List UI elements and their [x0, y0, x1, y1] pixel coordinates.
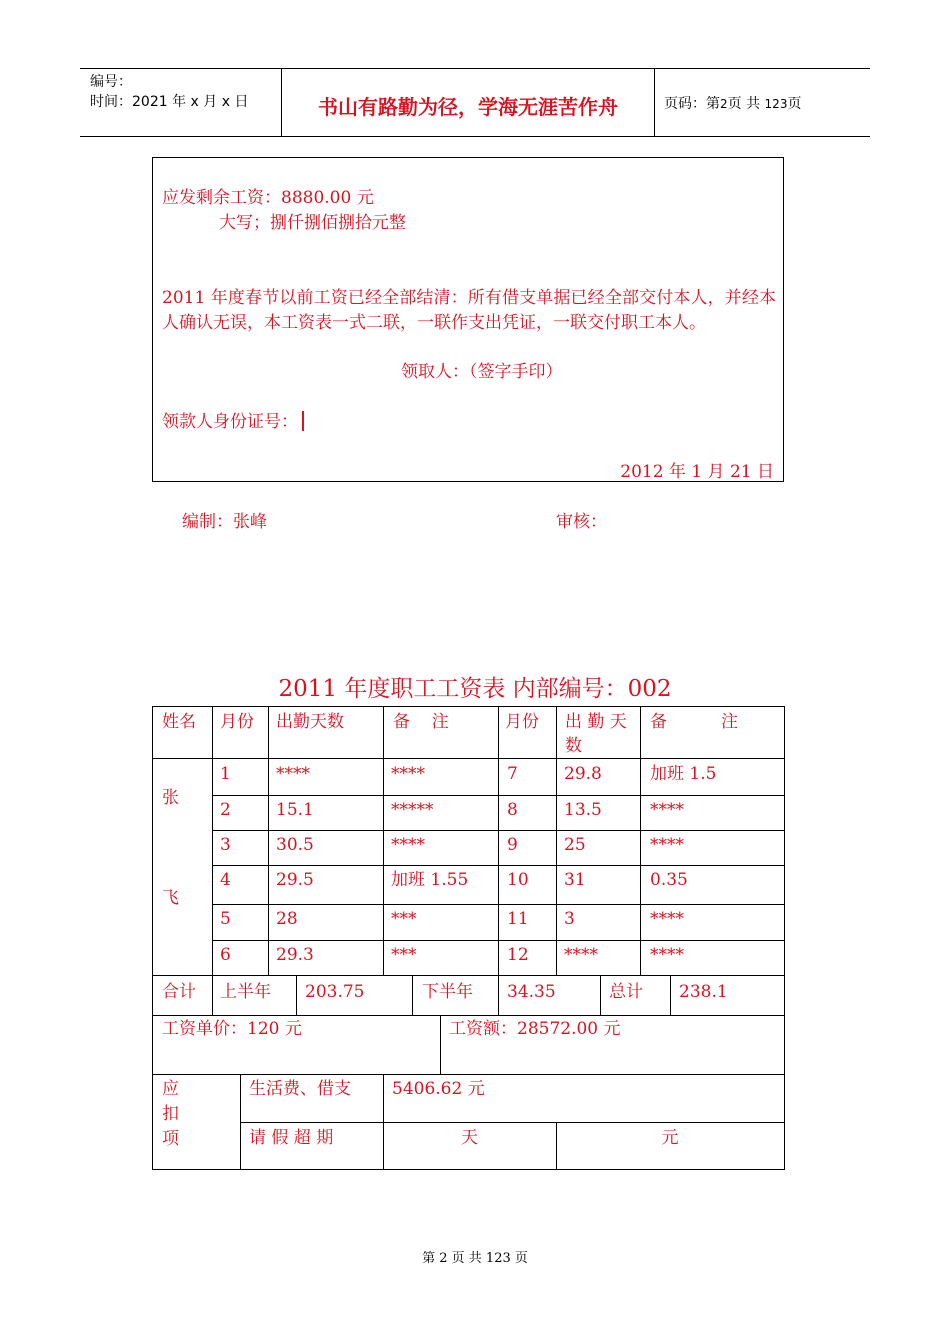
month-cell: 6 — [220, 945, 231, 965]
remark-cell: *** — [391, 909, 417, 929]
header-top-rule — [80, 68, 870, 69]
header-divider — [654, 68, 655, 136]
attendance-cell: 31 — [564, 870, 586, 890]
deduction-label-char: 项 — [162, 1129, 179, 1149]
document-number-label: 编号： — [90, 74, 132, 90]
deduction-label-char: 扣 — [162, 1104, 179, 1124]
table-rule — [440, 1015, 441, 1074]
remark-cell: **** — [391, 764, 425, 784]
table-rule — [152, 758, 785, 759]
header-bottom-rule — [80, 136, 870, 137]
attendance-cell: 3 — [564, 909, 575, 929]
header-remark: 备 注 — [393, 712, 449, 732]
remark-cell: 0.35 — [650, 870, 688, 890]
compiler-signature: 编制：张峰 — [182, 512, 267, 532]
page-current: 2 — [720, 97, 728, 111]
table-rule — [670, 975, 671, 1015]
attendance-cell: 28 — [276, 909, 298, 929]
grand-total-label: 总计 — [609, 982, 643, 1002]
month-cell: 9 — [507, 835, 518, 855]
total-label: 合计 — [162, 982, 196, 1002]
attendance-cell: 29.8 — [564, 764, 602, 784]
remark-cell: ***** — [391, 800, 434, 820]
attendance-cell: 25 — [564, 835, 586, 855]
table-rule — [152, 975, 785, 976]
header-meta — [90, 72, 248, 112]
notice-date: 2012 年 1 月 21 日 — [620, 462, 774, 482]
remark-cell: *** — [391, 945, 417, 965]
table-border — [784, 706, 785, 1170]
month-cell: 10 — [507, 870, 529, 890]
header-motto: 书山有路勤为径，学海无涯苦作舟 — [318, 95, 618, 119]
table-rule — [240, 1074, 241, 1170]
remark-cell: **** — [650, 800, 684, 820]
header-attendance: 出勤天数 — [276, 712, 344, 732]
document-time: 时间：2021 年 x 月 x 日 — [90, 94, 249, 110]
table-rule — [212, 706, 213, 975]
settlement-statement: 2011 年度春节以前工资已经全部结清：所有借支单据已经全部交付本人，并经本人确认无误，本工资表一式二联，一联作支出凭证，一联交付职工本人。 — [162, 288, 776, 333]
deduction-label-char: 应 — [162, 1079, 179, 1099]
month-cell: 1 — [220, 764, 231, 784]
living-expense-value: 5406.62 元 — [392, 1079, 485, 1099]
remark-cell: **** — [650, 945, 684, 965]
month-cell: 2 — [220, 800, 231, 820]
grand-total-value: 238.1 — [679, 982, 728, 1002]
page-suffix: 页 — [787, 96, 802, 112]
table-title: 2011 年度职工工资表 内部编号：002 — [278, 676, 672, 702]
salary-amount: 工资额：28572.00 元 — [449, 1019, 621, 1039]
month-cell: 5 — [220, 909, 231, 929]
attendance-cell: 15.1 — [276, 800, 314, 820]
attendance-cell: 13.5 — [564, 800, 602, 820]
salary-notice-box — [152, 157, 784, 482]
leave-overdue-label: 请 假 超 期 — [249, 1128, 334, 1148]
table-rule — [383, 1074, 384, 1170]
table-rule — [600, 975, 601, 1015]
first-half-value: 203.75 — [305, 982, 365, 1002]
id-number-field — [162, 410, 304, 435]
month-cell: 12 — [507, 945, 529, 965]
remark-cell: 加班 1.55 — [391, 870, 469, 890]
table-rule — [412, 975, 413, 1015]
table-rule — [212, 975, 213, 1015]
attendance-cell: **** — [276, 764, 310, 784]
salary-table — [152, 706, 785, 1170]
table-border — [152, 1169, 785, 1170]
month-cell: 8 — [507, 800, 518, 820]
header-remark: 备 注 — [650, 712, 739, 732]
header-month: 月份 — [505, 712, 539, 732]
salary-uppercase: 大写；捌仟捌佰捌拾元整 — [219, 213, 406, 233]
remark-cell: **** — [650, 909, 684, 929]
table-rule — [556, 706, 557, 975]
table-rule — [498, 706, 499, 975]
table-rule — [240, 1122, 785, 1123]
table-rule — [383, 706, 384, 975]
table-border — [152, 706, 785, 707]
page-mid: 页 共 — [727, 96, 761, 112]
page-prefix: 页码：第 — [664, 96, 720, 112]
table-rule — [640, 706, 641, 975]
page-total: 123 — [764, 97, 788, 111]
second-half-label: 下半年 — [422, 982, 473, 1002]
attendance-cell: **** — [564, 945, 598, 965]
table-rule — [268, 706, 269, 975]
month-cell: 11 — [507, 909, 529, 929]
table-rule — [152, 1015, 785, 1016]
reviewer-signature: 审核： — [556, 512, 607, 532]
employee-name-last: 飞 — [162, 888, 179, 908]
header-attendance: 出 勤 天 数 — [565, 712, 627, 756]
deduction-label — [162, 1077, 179, 1152]
second-half-value: 34.35 — [507, 982, 556, 1002]
remark-cell: **** — [391, 835, 425, 855]
attendance-cell: 29.5 — [276, 870, 314, 890]
remaining-salary: 应发剩余工资：8880.00 元 — [162, 188, 374, 208]
table-rule — [296, 975, 297, 1015]
remark-cell: **** — [650, 835, 684, 855]
attendance-cell: 30.5 — [276, 835, 314, 855]
employee-name-first: 张 — [162, 788, 179, 808]
living-expense-label: 生活费、借支 — [249, 1079, 351, 1099]
text-cursor — [302, 411, 304, 431]
page-footer: 第 2 页 共 123 页 — [422, 1251, 528, 1266]
receiver-signature-label: 领取人：（签字手印） — [401, 362, 563, 382]
leave-days-unit: 天 — [461, 1128, 478, 1148]
table-rule — [498, 975, 499, 1015]
unit-price: 工资单价：120 元 — [162, 1019, 302, 1039]
header-page-info — [664, 93, 801, 113]
header-month: 月份 — [220, 712, 254, 732]
first-half-label: 上半年 — [220, 982, 271, 1002]
leave-yuan-unit: 元 — [661, 1128, 679, 1148]
remark-cell: 加班 1.5 — [650, 764, 717, 784]
header-name: 姓名 — [162, 712, 196, 732]
attendance-cell: 29.3 — [276, 945, 314, 965]
month-cell: 4 — [220, 870, 231, 890]
month-cell: 7 — [507, 764, 518, 784]
month-cell: 3 — [220, 835, 231, 855]
id-number-label: 领款人身份证号： — [162, 412, 298, 432]
table-border — [152, 706, 153, 1170]
table-rule — [152, 1074, 785, 1075]
